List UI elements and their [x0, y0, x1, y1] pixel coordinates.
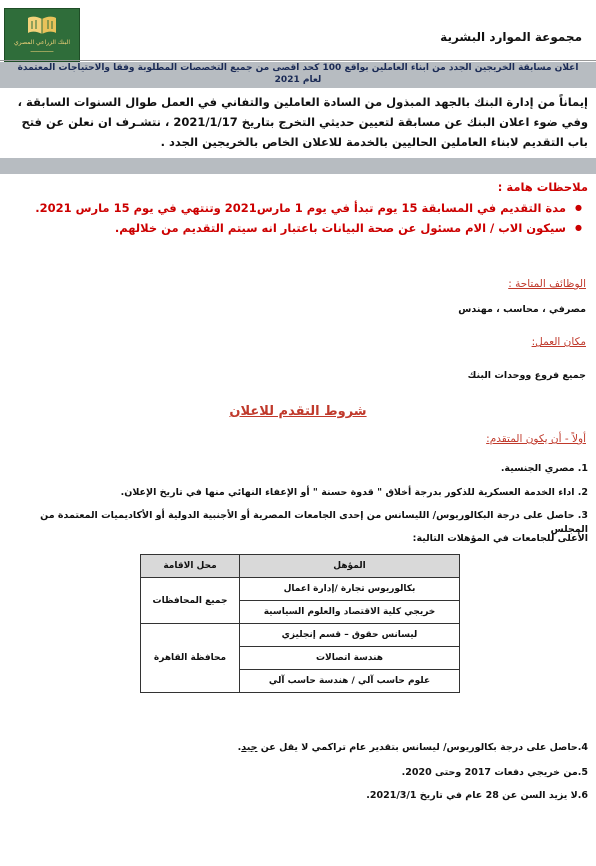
applicant-requirements-heading: أولاً - أن يكون المتقدم:: [486, 433, 586, 445]
header-divider: [0, 60, 596, 61]
workplace-heading: مكان العمل:: [531, 336, 586, 348]
grade-value: جيد: [241, 742, 258, 753]
requirement-item: 6.لا يزيد السن عن 28 عام في تاريخ 2021/3/1.: [366, 790, 588, 801]
table-row: [141, 578, 460, 601]
notes-list: [8, 198, 582, 238]
logo-text: البنك الزراعي المصري ـــــــــــــ: [13, 39, 71, 54]
requirement-item: 1. مصري الجنسية.: [500, 463, 588, 474]
residence-cell: جميع المحافظات: [141, 578, 240, 624]
requirement-item: [6, 742, 588, 753]
section-divider-band: [0, 158, 596, 174]
qualification-cell: خريجي كلية الاقتصاد والعلوم السياسية: [240, 601, 460, 624]
announcement-title: اعلان مسابقة الخريجين الجدد من ابناء العاملين بواقع 100 كحد اقصى من جميع التخصصات المطلوبة وفقا والاحتياجات المعتمدة لعام 2021: [17, 63, 579, 85]
workplace-body: جميع فروع ووحدات البنك: [467, 370, 586, 381]
note-item: ● سيكون الاب / الام مسئول عن صحة البيانات باعتبار انه سيتم التقديم من خلالهم.: [8, 218, 582, 238]
column-header-residence: محل الاقامة: [141, 555, 240, 578]
table-row: [141, 624, 460, 647]
qualification-cell: علوم حاسب آلي / هندسة حاسب آلي: [240, 670, 460, 693]
jobs-list: مصرفي ، محاسب ، مهندس: [458, 304, 586, 315]
requirement-item: 3. حاصل على درجة البكالوريوس/ الليسانس من إحدى الجامعات المصرية أو الأجنبية الدولية أو الأكاديميات المعتمدة من المجلس: [40, 510, 588, 535]
conditions-title: شروط التقدم للاعلان: [229, 404, 367, 419]
requirement-text-end: .: [237, 742, 242, 753]
page-header: [0, 6, 596, 58]
jobs-heading: الوظائف المتاحة :: [508, 278, 586, 290]
table-header-row: [141, 555, 460, 578]
book-icon: [27, 15, 57, 35]
intro-paragraph: إيماناً من إدارة البنك بالجهد المبذول من السادة العاملين والتفاني في العمل طوال السنوات السابقة ، وفي ضوء اعلان البنك عن مسابقة لتعيين حديثي التخرج بتاريخ 2021/1/17 ، نتشـرف ان نعلن عن فتح باب التقديم لابناء العاملين الحاليين بالخدمة للاعلان الخاص بالخريجين الجدد .: [17, 95, 588, 149]
notes-heading: ملاحظات هامة :: [497, 180, 588, 194]
requirement-item: 5.من خريجي دفعات 2017 وحتى 2020.: [401, 767, 588, 778]
qualification-cell: هندسة اتصالات: [240, 647, 460, 670]
qualifications-table: [140, 554, 460, 693]
requirement-item-continued: الأعلى للجامعات في المؤهلات التالية:: [412, 533, 588, 544]
residence-cell: محافظة القاهرة: [141, 624, 240, 693]
requirement-text: 4.حاصل على درجة بكالوريوس/ ليسانس بتقدير عام تراكمي لا يقل عن: [257, 742, 588, 753]
qualification-cell: بكالوريوس تجارة /إدارة اعمال: [240, 578, 460, 601]
requirement-item: 2. اداء الخدمة العسكرية للذكور بدرجة أخلاق " قدوة حسنة " أو الإعفاء النهائي منها في تاريخ الإعلان.: [120, 487, 588, 498]
announcement-title-band: [0, 62, 596, 88]
bank-logo: [4, 8, 80, 62]
department-name: مجموعة الموارد البشرية: [440, 30, 582, 44]
note-item: ● مدة التقديم في المسابقة 15 يوم تبدأ في يوم 1 مارس2021 وتنتهي في يوم 15 مارس 2021.: [8, 198, 582, 218]
qualification-cell: ليسانس حقوق – قسم إنجليزي: [240, 624, 460, 647]
column-header-qualification: المؤهل: [240, 555, 460, 578]
